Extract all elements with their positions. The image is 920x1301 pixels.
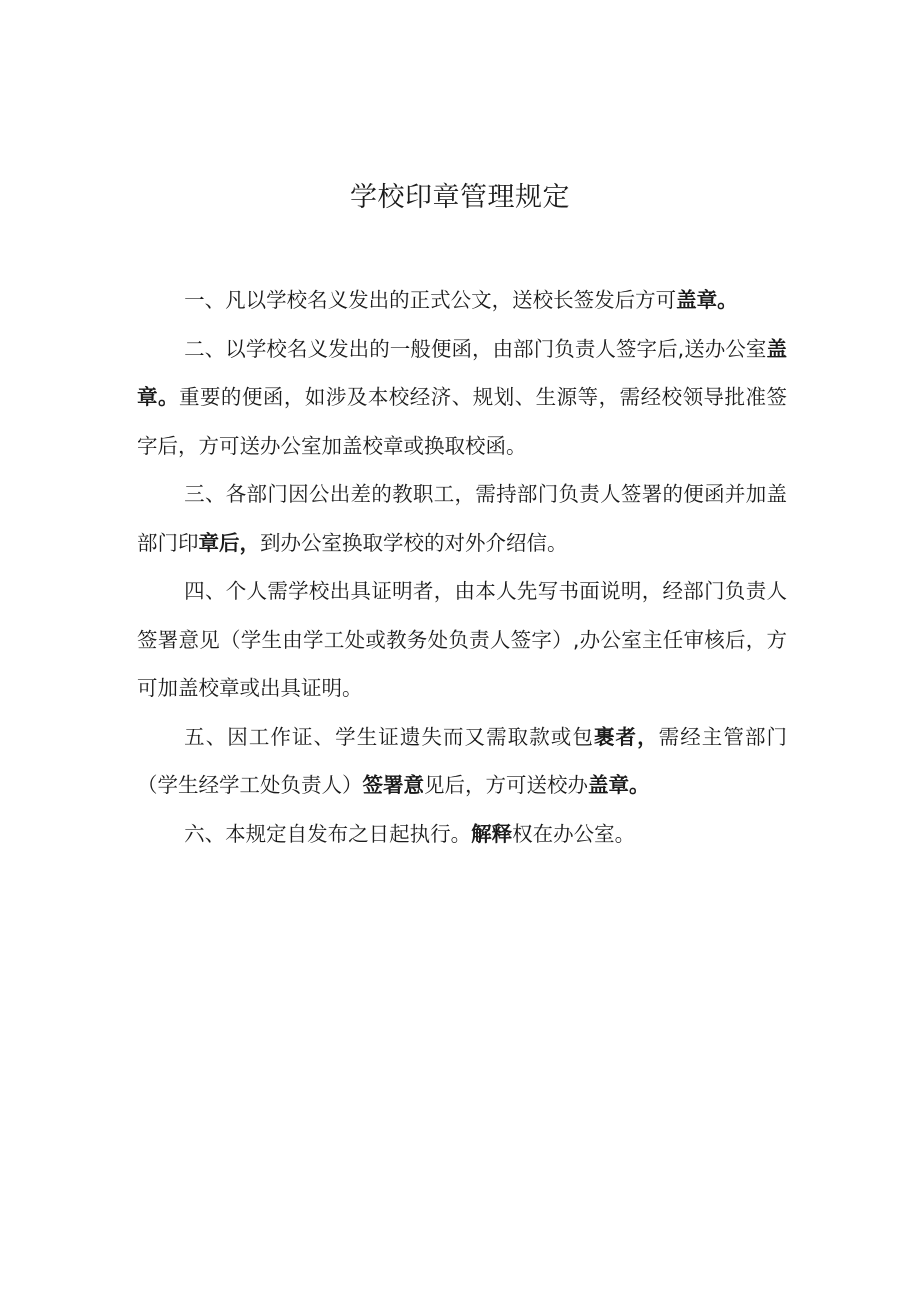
bold-text: 盖章。 xyxy=(676,288,738,312)
paragraph-text: 到办公室换取学校的对外介绍信。 xyxy=(260,530,568,555)
paragraph-text: 权在办公室。 xyxy=(512,821,636,846)
document-body xyxy=(137,276,787,858)
paragraph-text: 六、本规定自发布之日起执行。 xyxy=(184,821,472,846)
bold-text: 盖章。 xyxy=(137,336,787,409)
document-title: 学校印章管理规定 xyxy=(350,182,570,213)
bold-text: 章后， xyxy=(198,530,260,555)
bold-text: 裹者， xyxy=(593,724,659,749)
bold-text: 解释 xyxy=(471,821,513,846)
paragraph-3 xyxy=(137,470,787,567)
bold-text: 签署意 xyxy=(362,773,424,797)
paragraph-5 xyxy=(137,713,787,810)
paragraph-text: 一、凡以学校名义发出的正式公文，送校长签发后方可 xyxy=(184,288,677,312)
bold-text: 盖章。 xyxy=(588,773,650,797)
paragraph-6 xyxy=(137,810,787,859)
paragraph-text: 二、以学校名义发出的一般便函，由部门负责人签字后,送办公室 xyxy=(184,336,767,361)
paragraph-text: 重要的便函，如涉及本校经济、规划、生源等，需经校领导批准签字后，方可送办公室加盖校章或换取校函。 xyxy=(137,385,788,458)
paragraph-text: 三、各部门因公出差的教职工，需持部门负责人签署的便函并加盖部门印 xyxy=(137,482,787,555)
paragraph-text: 五、因工作证、学生证遗失而又需取款或包 xyxy=(184,724,594,749)
paragraph-text: 四、个人需学校出具证明者，由本人先写书面说明，经部门负责人签署意见（学生由学工处或教务处负责人签字）,办公室主任审核后，方可加盖校章或出具证明。 xyxy=(137,579,787,700)
paragraph-text: 见后，方可送校办 xyxy=(424,773,588,797)
paragraph-4 xyxy=(137,567,787,713)
paragraph-2 xyxy=(137,325,787,471)
paragraph-text: 需经主管部门（学生经学工处负责人） xyxy=(137,724,788,797)
paragraph-1 xyxy=(137,276,787,325)
